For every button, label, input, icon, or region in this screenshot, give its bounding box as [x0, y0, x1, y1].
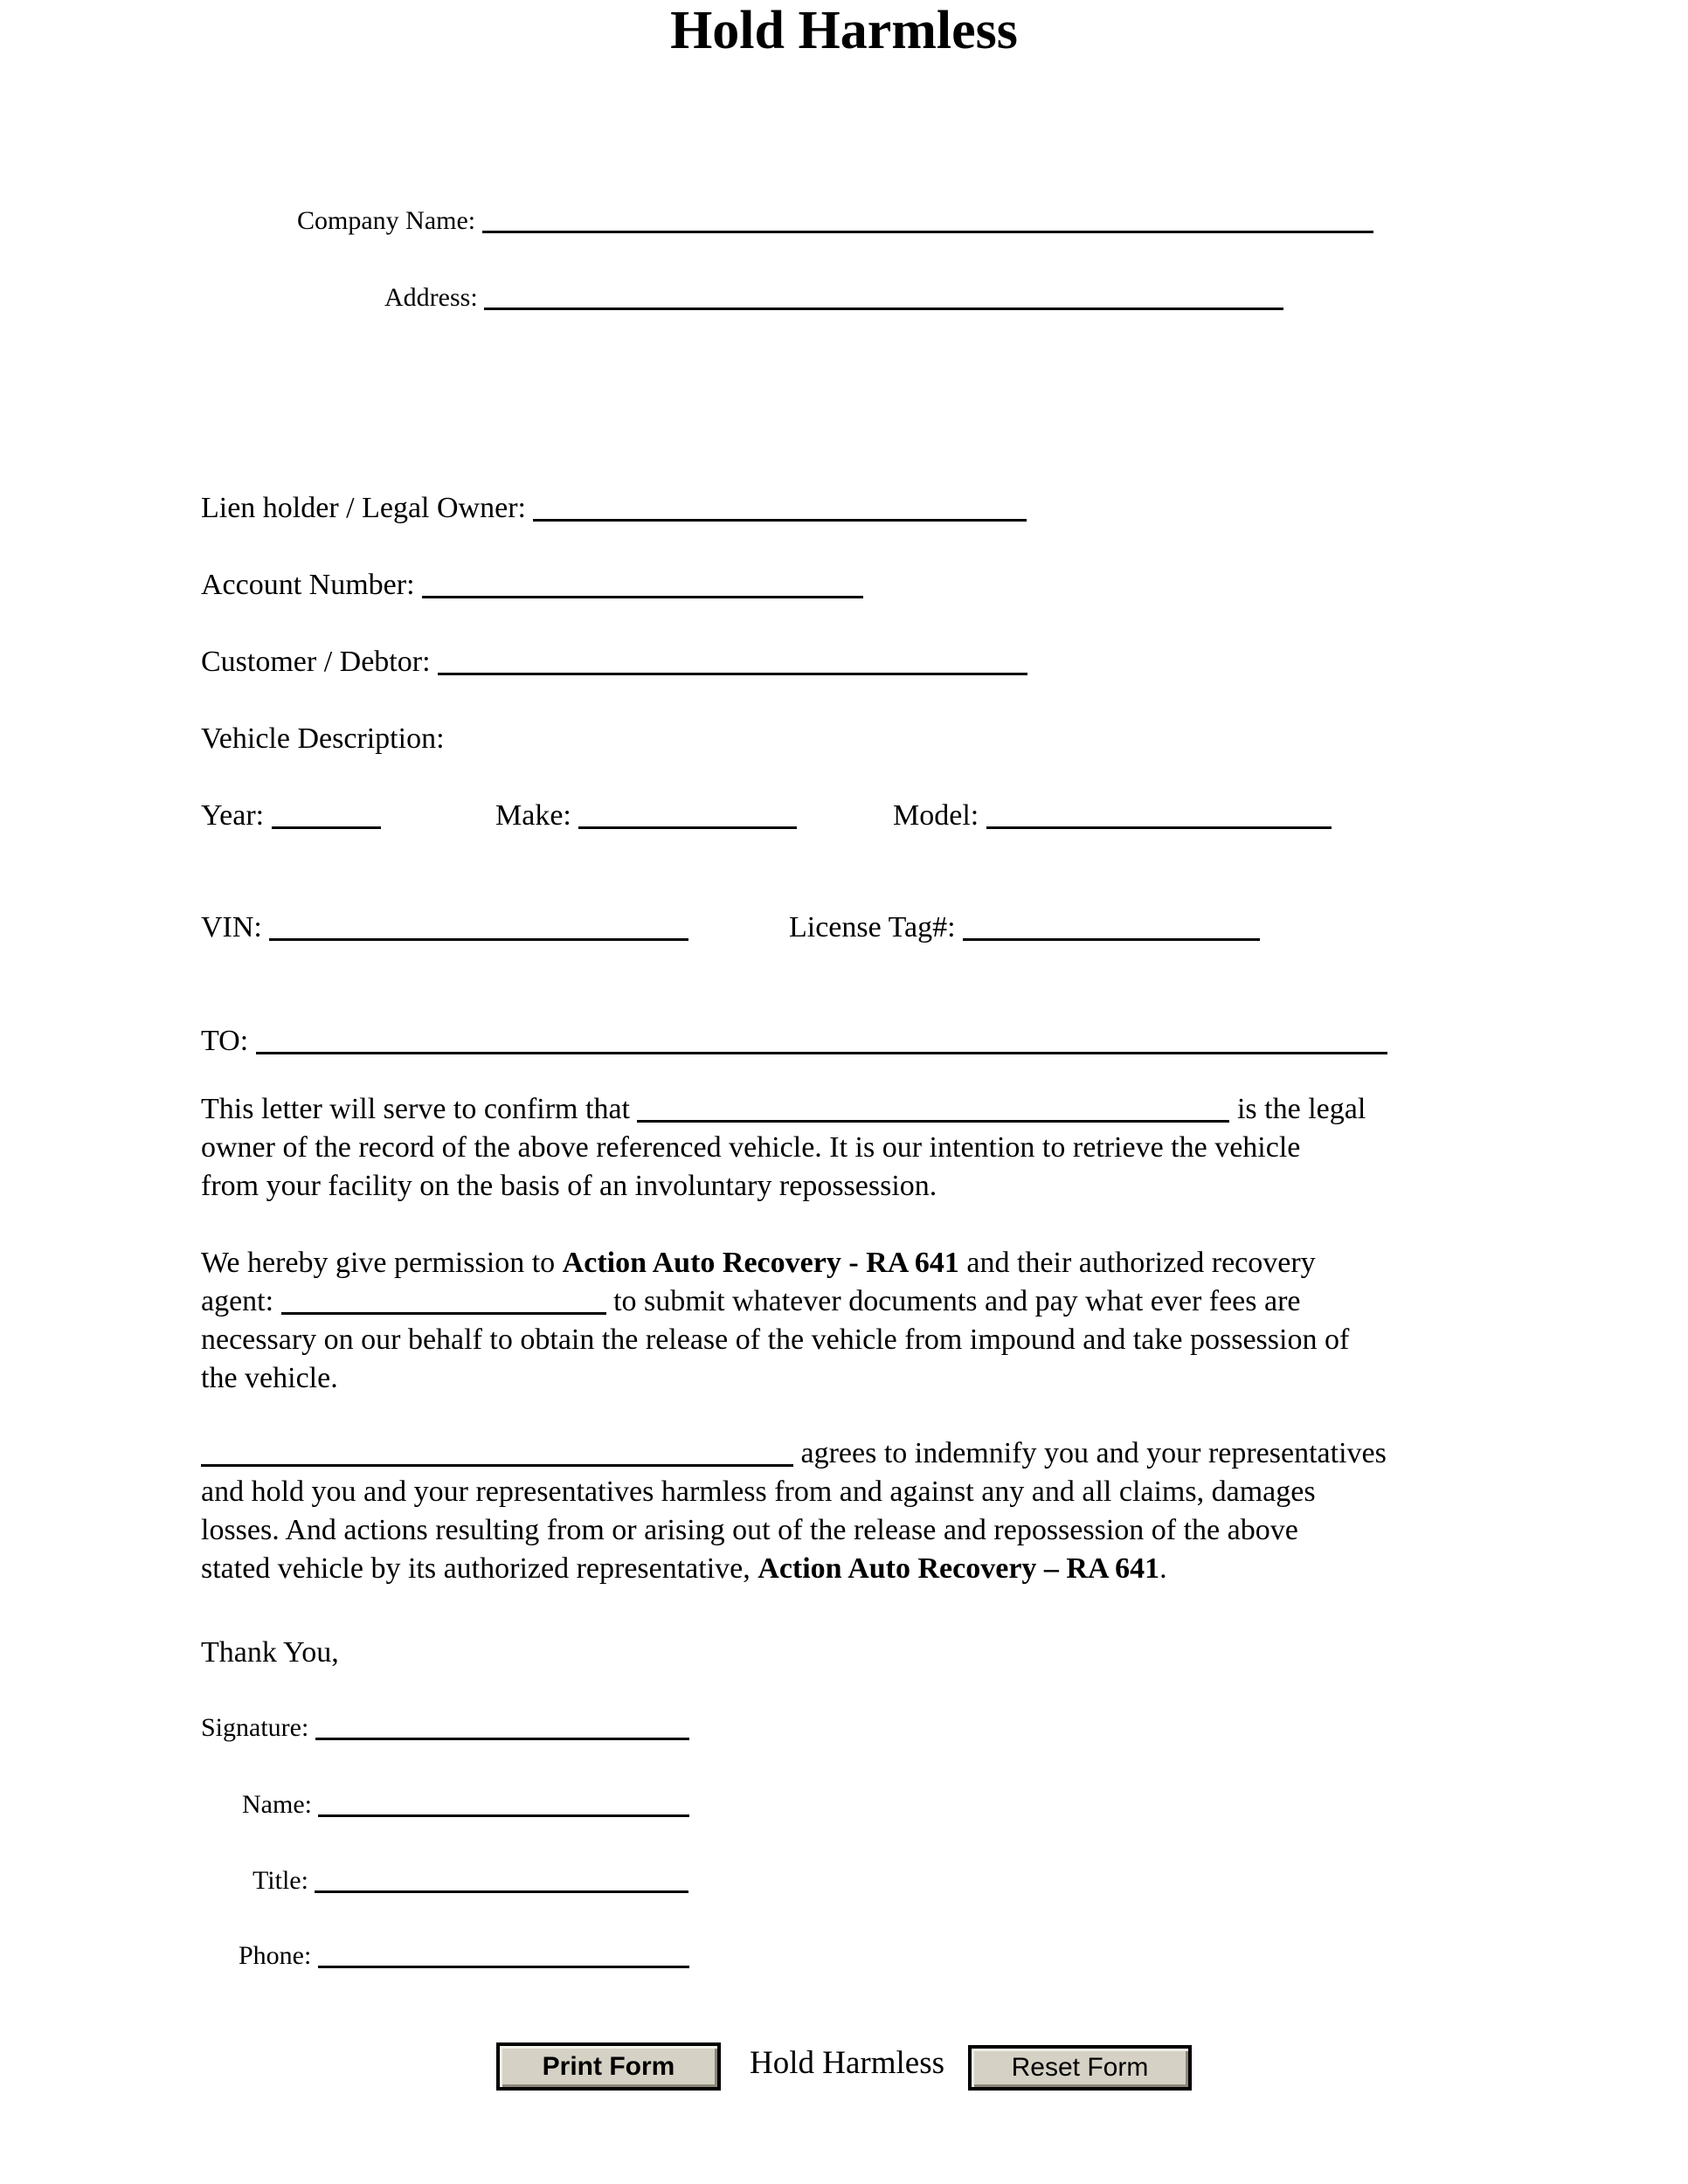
to-label: TO:	[201, 1025, 249, 1057]
p2-line3: necessary on our behalf to obtain the release of the vehicle from impound and take possession of	[201, 1324, 1350, 1356]
lien-holder-row	[201, 489, 1027, 528]
vin-label: VIN:	[201, 911, 262, 943]
name-row	[242, 1787, 689, 1822]
p2-text-mid: and their authorized recovery	[966, 1247, 1316, 1279]
year-field[interactable]	[272, 825, 381, 829]
customer-debtor-row	[201, 643, 1027, 681]
paragraph-1	[201, 1090, 1529, 1206]
title-row	[253, 1863, 688, 1898]
p3-text-end: stated vehicle by its authorized representative,	[201, 1552, 751, 1585]
vehicle-description-row	[201, 720, 445, 758]
model-label: Model:	[893, 799, 979, 832]
p3-line2: and hold you and your representatives harmless from and against any and all claims, damages	[201, 1476, 1316, 1508]
p1-text-before: This letter will serve to confirm that	[201, 1093, 630, 1125]
closing-text: Thank You,	[201, 1636, 339, 1669]
signature-row	[201, 1711, 689, 1745]
license-tag-group	[789, 909, 1260, 947]
year-make-model-row	[201, 797, 1512, 835]
vin-field[interactable]	[269, 936, 688, 941]
p3-period: .	[1159, 1552, 1167, 1585]
company-name-field[interactable]	[482, 229, 1373, 233]
model-group	[893, 797, 1332, 835]
to-row	[201, 1022, 1387, 1061]
year-group	[201, 797, 381, 835]
title-label: Title:	[253, 1866, 308, 1895]
paragraph-2	[201, 1244, 1529, 1398]
account-number-label: Account Number:	[201, 569, 415, 601]
p2-text-start: We hereby give permission to	[201, 1247, 556, 1279]
p2-line4: the vehicle.	[201, 1362, 338, 1394]
footer-document-name: Hold Harmless	[750, 2045, 944, 2081]
make-label: Make:	[495, 799, 571, 832]
p1-line3: from your facility on the basis of an involuntary repossession.	[201, 1170, 937, 1202]
vin-group	[201, 909, 688, 947]
p1-text-after: is the legal	[1236, 1093, 1366, 1125]
title-field[interactable]	[315, 1889, 688, 1893]
address-label: Address:	[384, 283, 478, 312]
signature-field[interactable]	[315, 1736, 689, 1740]
indemnifying-party-field[interactable]	[201, 1462, 793, 1467]
make-group	[495, 797, 797, 835]
print-form-button[interactable]: Print Form	[496, 2042, 721, 2091]
p2-text-after-blank: to submit whatever documents and pay what ever fees are	[613, 1285, 1301, 1317]
account-number-field[interactable]	[422, 594, 863, 598]
phone-row	[239, 1939, 689, 1973]
model-field[interactable]	[986, 825, 1332, 829]
p1-line2: owner of the record of the above referenced vehicle. It is our intention to retrieve the vehicle	[201, 1131, 1301, 1164]
p2-company-bold: Action Auto Recovery - RA 641	[562, 1247, 959, 1279]
confirm-party-field[interactable]	[637, 1118, 1229, 1123]
agent-name-field[interactable]	[281, 1310, 606, 1315]
address-field[interactable]	[484, 306, 1283, 310]
company-name-row	[297, 204, 1373, 238]
customer-debtor-label: Customer / Debtor:	[201, 646, 431, 678]
vehicle-description-label: Vehicle Description:	[201, 722, 445, 755]
customer-debtor-field[interactable]	[438, 671, 1027, 675]
p3-company-bold: Action Auto Recovery – RA 641	[758, 1552, 1160, 1585]
year-label: Year:	[201, 799, 265, 832]
p3-text-after-blank: agrees to indemnify you and your representatives	[800, 1437, 1387, 1469]
p2-agent-label: agent:	[201, 1285, 274, 1317]
make-field[interactable]	[578, 825, 797, 829]
to-field[interactable]	[256, 1050, 1387, 1054]
reset-form-button[interactable]: Reset Form	[968, 2045, 1192, 2091]
phone-label: Phone:	[239, 1941, 312, 1970]
phone-field[interactable]	[318, 1964, 689, 1968]
license-tag-label: License Tag#:	[789, 911, 956, 943]
account-number-row	[201, 566, 863, 605]
address-row	[384, 280, 1283, 315]
lien-holder-field[interactable]	[533, 517, 1027, 522]
lien-holder-label: Lien holder / Legal Owner:	[201, 492, 526, 524]
company-name-label: Company Name:	[297, 206, 476, 235]
name-label: Name:	[242, 1790, 312, 1819]
license-tag-field[interactable]	[963, 936, 1260, 941]
signature-label: Signature:	[201, 1713, 309, 1742]
p3-line3: losses. And actions resulting from or arising out of the release and repossession of the above	[201, 1514, 1298, 1546]
name-field[interactable]	[318, 1813, 689, 1817]
page-title: Hold Harmless	[670, 1, 1018, 60]
vin-license-row	[201, 909, 1512, 947]
paragraph-3	[201, 1434, 1529, 1588]
